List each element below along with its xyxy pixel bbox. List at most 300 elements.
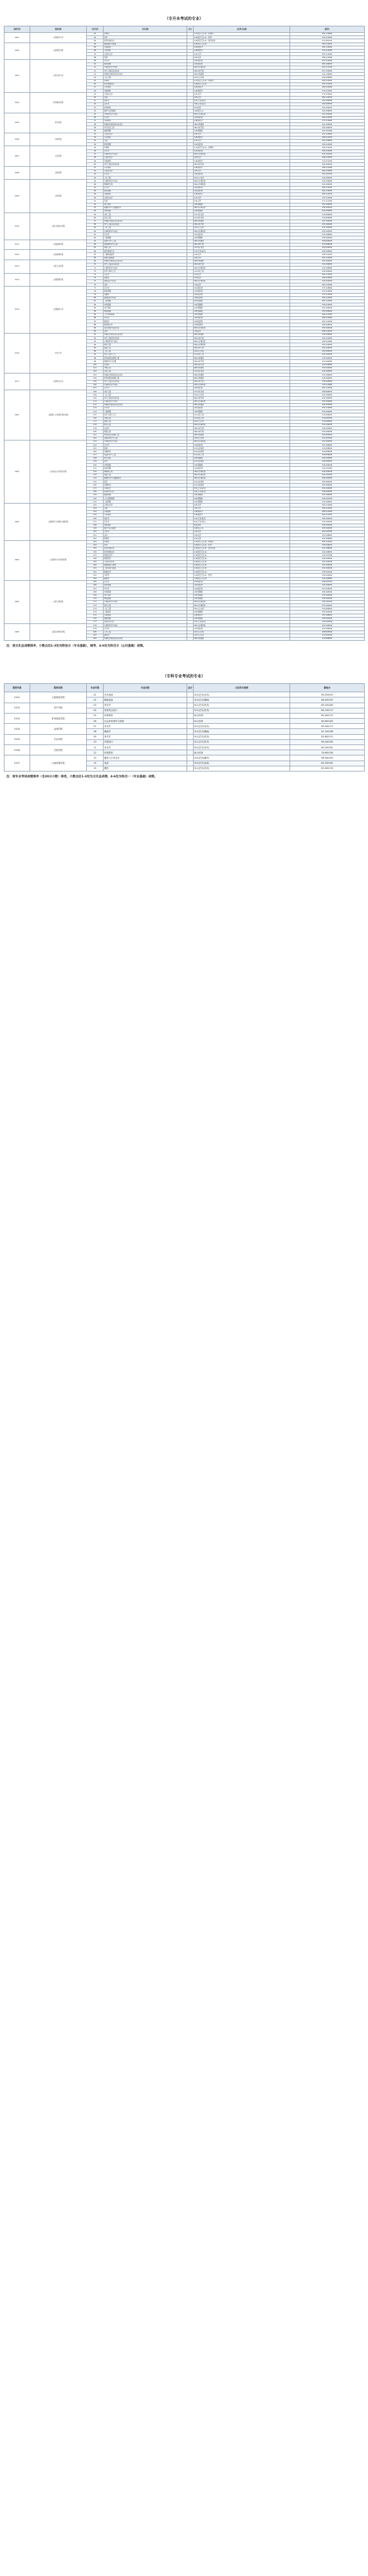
major-code-cell: 163 xyxy=(87,574,104,577)
major-code-cell: 151 xyxy=(87,534,104,537)
major-name-cell: 计算机科学与技术 xyxy=(104,153,187,156)
school-name-cell: 山西工商学院 xyxy=(30,580,87,623)
min-score-cell: 214.099045 xyxy=(290,450,365,453)
school-name-cell: 山西传媒学院 xyxy=(30,755,87,772)
major-code-cell: 166 xyxy=(87,583,104,587)
major-code-cell: 08 xyxy=(87,729,104,734)
subject-category-cell: 4(2)理工(1) xyxy=(194,109,290,113)
major-code-cell: 13 xyxy=(87,755,104,761)
min-score-cell: 244.106050 xyxy=(290,500,365,504)
major-code-cell: 84 xyxy=(87,310,104,313)
major-code-cell: 50 xyxy=(87,196,104,200)
major-name-cell: 美术学 xyxy=(104,734,187,739)
subject-category-cell: 09(1)电气类 xyxy=(194,223,290,226)
min-score-cell: 209.096040 xyxy=(290,433,365,437)
major-code-cell: 05 xyxy=(87,713,104,718)
major-code-cell: 95 xyxy=(87,346,104,350)
subject-category-cell: 2(3)文学 xyxy=(194,156,290,159)
major-code-cell: 121 xyxy=(87,433,104,437)
major-name-cell: 农学 xyxy=(104,460,187,464)
major-code-cell: 69 xyxy=(87,260,104,263)
major-code-cell: 64 xyxy=(87,243,104,246)
min-score-cell: 230.101040 xyxy=(290,524,365,527)
subject-category-cell: 09(1)电气类 xyxy=(194,430,290,433)
major-name-cell: 数据科学与大数据技术 xyxy=(104,206,187,209)
subject-category-cell: 4(1)财会类 xyxy=(194,444,290,447)
min-score-cell: 258.110055 xyxy=(290,507,365,510)
subject-category-cell: 11(1)化工类 xyxy=(194,417,290,420)
major-code-cell: 102 xyxy=(87,370,104,373)
major-code-cell: 168 xyxy=(87,591,104,594)
major-name-cell: 网络与新媒体 xyxy=(104,256,187,260)
total-cell xyxy=(187,766,194,771)
major-code-cell: 127 xyxy=(87,453,104,457)
subject-category-cell: 13(1)矿业类 xyxy=(194,247,290,250)
min-score-cell: 238.104045 xyxy=(290,206,365,209)
subject-category-cell: 2(3)文学 xyxy=(194,504,290,507)
min-score-cell: 268.112050 xyxy=(290,156,365,159)
min-score-cell: 212.098040 xyxy=(290,413,365,417)
major-name-cell: 体育教育 xyxy=(104,524,187,527)
major-code-cell: 171 xyxy=(87,600,104,603)
major-name-cell: 视觉传达设计 xyxy=(104,708,187,713)
major-name-cell: 环境工程 xyxy=(104,417,187,420)
major-name-cell: 电子商务 xyxy=(104,457,187,460)
subject-category-cell: 06(1)计算机类 xyxy=(194,470,290,473)
school-code-cell: 0109 xyxy=(5,180,30,213)
major-code-cell: 14 xyxy=(87,76,104,79)
major-name-cell: 工程管理 xyxy=(104,236,187,240)
major-code-cell: 167 xyxy=(87,587,104,591)
school-name-cell: 太原学院 xyxy=(30,180,87,213)
major-code-cell: 23 xyxy=(87,106,104,109)
major-code-cell: 56 xyxy=(87,216,104,220)
subject-category-cell: 06(1)计算机类 xyxy=(194,327,290,330)
header-major-name: 专业名称 xyxy=(104,684,187,692)
subject-category-cell: 09(1)电气类 xyxy=(194,263,290,266)
min-score-cell: 236.106050 xyxy=(290,346,365,350)
school-code-cell: 0104 xyxy=(5,724,30,734)
subject-category-cell: 1(9)医疗卫生(1)（药学） xyxy=(194,544,290,547)
major-name-cell: 电气工程及其自动化 xyxy=(104,397,187,400)
major-name-cell: 计算机科学与技术 xyxy=(104,267,187,270)
min-score-cell: 268.114060 xyxy=(290,316,365,319)
major-code-cell: 68 xyxy=(87,256,104,260)
major-code-cell: 94 xyxy=(87,343,104,346)
subject-category-cell: 2(3)文学 xyxy=(194,169,290,173)
major-name-cell: 眼视光学 xyxy=(104,571,187,574)
school-name-cell: 山西能源学院 xyxy=(30,240,87,250)
min-score-cell: 84.200182 xyxy=(290,761,365,766)
major-name-cell: 摄影 xyxy=(104,766,187,771)
subject-category-cell: 06(1)计算机类 xyxy=(194,473,290,477)
major-name-cell: 英语 xyxy=(104,96,187,99)
min-score-cell: 208.096040 xyxy=(290,453,365,457)
subject-category-cell: 1(9)医疗卫生(1) xyxy=(194,571,290,574)
major-code-cell: 03 xyxy=(87,39,104,43)
major-name-cell: 学前教育 xyxy=(104,90,187,93)
major-code-cell: 67 xyxy=(87,253,104,256)
table-row xyxy=(5,703,365,708)
major-name-cell: 广播电视编导 xyxy=(104,253,187,256)
major-name-cell: 护理学 xyxy=(104,79,187,82)
major-code-cell: 126 xyxy=(87,450,104,453)
min-score-cell: 246.107055 xyxy=(290,497,365,500)
subject-category-cell: 4(2)经济类 xyxy=(194,293,290,296)
total-cell xyxy=(187,697,194,703)
major-code-cell: 164 xyxy=(87,577,104,580)
major-code-cell: 134 xyxy=(87,477,104,480)
min-score-cell: 208.095040 xyxy=(290,630,365,634)
subject-category-cell: 4(3)管理类 xyxy=(194,594,290,597)
subject-category-cell: 12(1)农林类 xyxy=(194,447,290,450)
min-score-cell: 254.108050 xyxy=(290,233,365,236)
min-score-cell: 272.116055 xyxy=(290,290,365,293)
major-name-cell: 计算机科学与技术 xyxy=(104,624,187,627)
major-name-cell: 英语 xyxy=(104,140,187,143)
school-code-cell: 0204 xyxy=(5,540,30,580)
min-score-cell: 214.098045 xyxy=(290,637,365,640)
min-score-cell: 246.105035 xyxy=(290,102,365,106)
major-code-cell: 62 xyxy=(87,236,104,240)
school-name-cell: 晋中学院 xyxy=(30,703,87,713)
major-code-cell: 89 xyxy=(87,327,104,330)
min-score-cell: 211.097045 xyxy=(290,437,365,440)
min-score-cell: 236.102040 xyxy=(290,153,365,156)
major-code-cell: 131 xyxy=(87,467,104,470)
min-score-cell: 82.800170 xyxy=(290,734,365,739)
major-code-cell: 83 xyxy=(87,307,104,310)
min-score-cell: 238.105050 xyxy=(290,490,365,493)
major-name-cell: 视觉传达设计 xyxy=(104,490,187,493)
major-name-cell: 经济统计学 xyxy=(104,323,187,327)
min-score-cell: 258.110050 xyxy=(290,303,365,307)
subject-category-cell: 5(3)艺术(舞蹈) xyxy=(194,697,290,703)
min-score-cell: 228.104050 xyxy=(290,366,365,370)
subject-category-cell: 13(1)矿业类 xyxy=(194,390,290,393)
major-name-cell: 法学 xyxy=(104,283,187,287)
school-name-cell: 忻州师范学院 xyxy=(30,93,87,113)
min-score-cell: 242.106050 xyxy=(290,493,365,497)
subject-category-cell: 4(2)理工(1) xyxy=(194,527,290,530)
subject-category-cell: 4(3)管理类 xyxy=(194,310,290,313)
major-name-cell: 英语 xyxy=(104,507,187,510)
major-code-cell: 71 xyxy=(87,267,104,270)
subject-category-cell: 4(3)管理类 xyxy=(194,464,290,467)
major-name-cell: 体育教育 xyxy=(104,106,187,109)
school-code-cell: 0102 xyxy=(5,703,30,713)
min-score-cell: 250.106040 xyxy=(290,99,365,102)
major-name-cell: 法学 xyxy=(104,534,187,537)
min-score-cell: 266.112055 xyxy=(290,186,365,189)
major-code-cell: 105 xyxy=(87,380,104,383)
school-name-cell: 山西传媒学院 xyxy=(30,250,87,260)
major-code-cell: 46 xyxy=(87,183,104,186)
table-header-row xyxy=(5,684,365,692)
major-name-cell: 社会体育指导与管理 xyxy=(104,719,187,724)
major-code-cell: 20 xyxy=(87,96,104,99)
major-name-cell: 表演 xyxy=(104,761,187,766)
min-score-cell: 250.107050 xyxy=(290,530,365,533)
major-name-cell: 音乐表演 xyxy=(104,692,187,697)
subject-category-cell: 4(1)财会类 xyxy=(194,62,290,66)
major-name-cell: 材料成型及控制工程 xyxy=(104,357,187,360)
subject-category-cell: 09(1)电气类 xyxy=(194,337,290,340)
subject-category-cell: 3(1)法学 xyxy=(194,276,290,279)
min-score-cell: 252.106055 xyxy=(290,203,365,206)
major-code-cell: 132 xyxy=(87,470,104,473)
major-name-cell: 音乐学 xyxy=(104,724,187,729)
major-code-cell: 60 xyxy=(87,230,104,233)
subject-category-cell: 4(3)管理类 xyxy=(194,497,290,500)
subject-category-cell: 3(1)法学 xyxy=(194,330,290,333)
subject-category-cell: 08(1)机械类 xyxy=(194,374,290,377)
major-code-cell: 159 xyxy=(87,560,104,564)
min-score-cell: 238.104040 xyxy=(290,327,365,330)
major-name-cell: 计算机科学与技术 xyxy=(104,180,187,183)
major-name-cell: 舞蹈学 xyxy=(104,729,187,734)
subject-category-cell: 2(3)文学 xyxy=(194,133,290,136)
min-score-cell: 86.500195 xyxy=(290,697,365,703)
subject-category-cell: 4(1)财会类 xyxy=(194,587,290,591)
subject-category-cell: 08(1)机械类 xyxy=(194,433,290,437)
subject-category-cell: 13(1)矿业类 xyxy=(194,370,290,373)
major-code-cell: 175 xyxy=(87,614,104,617)
table-note-1: 注：按文化总成绩排序，小数点后1-3位为附加分（专业基础），城考、4-6位为科目分（公共基础）成绩。 xyxy=(6,645,146,649)
major-code-cell: 38 xyxy=(87,156,104,159)
major-name-cell: 药学 xyxy=(104,36,187,39)
major-name-cell: 电子商务 xyxy=(104,307,187,310)
min-score-cell: 226.104045 xyxy=(290,350,365,353)
major-code-cell: 110 xyxy=(87,397,104,400)
min-score-cell: 249.108060 xyxy=(290,76,365,79)
subject-category-cell: 5(1)艺术(美术) xyxy=(194,487,290,490)
subject-category-cell: 4(1)财会类 xyxy=(194,407,290,410)
major-code-cell: 02 xyxy=(87,697,104,703)
school-code-cell: 0203 xyxy=(5,504,30,540)
subject-category-cell: 4(1)财会类 xyxy=(194,386,290,390)
subject-category-cell: 12(1)农林类 xyxy=(194,480,290,484)
subject-category-cell: 5(1)艺术(美术) xyxy=(194,621,290,624)
major-code-cell: 55 xyxy=(87,213,104,216)
major-name-cell: 会计学 xyxy=(104,173,187,176)
subject-category-cell: 1(8)教育学 xyxy=(194,514,290,517)
table-row xyxy=(5,734,365,739)
min-score-cell: 226.100040 xyxy=(290,574,365,577)
major-code-cell: 24 xyxy=(87,109,104,113)
major-code-cell: 181 xyxy=(87,634,104,637)
min-score-cell: 228.102050 xyxy=(290,527,365,530)
major-name-cell: 健康服务与管理 xyxy=(104,564,187,567)
subject-category-cell: 1(9)医疗卫生(1)（药学） xyxy=(194,574,290,577)
subject-category-cell: 3(1)法学 xyxy=(194,283,290,287)
min-score-cell: 214.099045 xyxy=(290,216,365,220)
subject-category-cell: 1(8)教育学 xyxy=(194,46,290,49)
major-name-cell: 小学教育 xyxy=(104,49,187,52)
school-name-cell: 山西大同大学 xyxy=(30,59,87,93)
major-name-cell: 会计学 xyxy=(104,580,187,583)
major-name-cell: 机械设计制造及其自动化 xyxy=(104,403,187,406)
major-name-cell: 护理学 xyxy=(104,540,187,544)
subject-category-cell: 06(1)计算机类 xyxy=(194,400,290,403)
major-name-cell: 环境设计 xyxy=(104,487,187,490)
major-code-cell: 145 xyxy=(87,514,104,517)
major-name-cell: 小学教育 xyxy=(104,86,187,90)
major-name-cell: 会计学 xyxy=(104,59,187,62)
subject-category-cell: 08(1)机械类 xyxy=(194,357,290,360)
major-code-cell: 153 xyxy=(87,540,104,544)
subject-category-cell: 13(1)矿业类 xyxy=(194,213,290,216)
school-code-cell: 0110 xyxy=(5,213,30,240)
major-code-cell: 99 xyxy=(87,360,104,363)
subject-category-cell: 09(1)电气类 xyxy=(194,363,290,366)
header-min-score: 最低分 xyxy=(290,26,365,33)
major-name-cell: 财务管理 xyxy=(104,467,187,470)
subject-category-cell: 4(3)管理类 xyxy=(194,597,290,600)
subject-category-cell: 06(1)计算机类 xyxy=(194,624,290,627)
major-code-cell: 135 xyxy=(87,480,104,484)
subject-category-cell: 08(1)机械类 xyxy=(194,333,290,336)
major-name-cell: 安全工程 xyxy=(104,370,187,373)
major-code-cell: 14 xyxy=(87,761,104,766)
min-score-cell: 270.115050 xyxy=(290,293,365,296)
subject-category-cell: 4(1)财会类 xyxy=(194,189,290,193)
major-name-cell: 材料成型及控制工程 xyxy=(104,377,187,380)
major-name-cell: 会计学 xyxy=(104,186,187,189)
min-score-cell: 234.103045 xyxy=(290,594,365,597)
subject-category-cell: 1(9)医疗卫生(1) xyxy=(194,564,290,567)
subject-category-cell: 08(1)机械类 xyxy=(194,637,290,640)
min-score-cell: 280.114080 xyxy=(290,86,365,90)
major-code-cell: 125 xyxy=(87,447,104,450)
major-code-cell: 114 xyxy=(87,410,104,413)
min-score-cell: 255.110050 xyxy=(290,256,365,260)
header-school-code: 院校代码 xyxy=(5,26,30,33)
header-school-name: 院校名称 xyxy=(30,26,87,33)
major-code-cell: 11 xyxy=(87,745,104,750)
school-name-cell: 山西医科大学晋祠学院 xyxy=(30,540,87,580)
major-code-cell: 12 xyxy=(87,750,104,755)
major-code-cell: 112 xyxy=(87,403,104,406)
major-code-cell: 118 xyxy=(87,423,104,426)
subject-category-cell: 4(3)管理类 xyxy=(194,313,290,316)
min-score-cell: 219.100040 xyxy=(290,176,365,180)
subject-category-cell: 5(2)艺术(音乐) xyxy=(194,102,290,106)
min-score-cell: 266.114055 xyxy=(290,330,365,333)
major-name-cell: 汉语言文学 xyxy=(104,53,187,56)
major-code-cell: 133 xyxy=(87,473,104,477)
min-score-cell: 285.114060 xyxy=(290,53,365,56)
major-name-cell: 土木工程 xyxy=(104,350,187,353)
min-score-cell: 240.108060 xyxy=(290,267,365,270)
major-name-cell: 小学教育 xyxy=(104,166,187,169)
major-code-cell: 80 xyxy=(87,296,104,299)
major-code-cell: 100 xyxy=(87,363,104,366)
total-cell xyxy=(187,692,194,697)
min-score-cell: 263.110050 xyxy=(290,189,365,193)
subject-category-cell: 2(3)文学 xyxy=(194,196,290,200)
subject-category-cell: 10(1)土木类 xyxy=(194,630,290,634)
major-name-cell: 测绘工程 xyxy=(104,420,187,423)
subject-category-cell: 2(3)文学 xyxy=(194,140,290,143)
min-score-cell: 252.108055 xyxy=(290,614,365,617)
major-code-cell: 104 xyxy=(87,377,104,380)
min-score-cell: 224.100045 xyxy=(290,624,365,627)
subject-category-cell: 1(8)教育学 xyxy=(194,510,290,513)
subject-category-cell: 13(1)矿业类 xyxy=(194,216,290,220)
major-name-cell: 学前教育 xyxy=(104,614,187,617)
subject-category-cell: 5(1)艺术(美术) xyxy=(194,708,290,713)
major-name-cell: 土木工程 xyxy=(104,607,187,611)
major-code-cell: 169 xyxy=(87,594,104,597)
subject-category-cell: 06(1)计算机类 xyxy=(194,153,290,156)
school-name-cell: 晋中学院 xyxy=(30,113,87,133)
subject-category-cell: 08(1)机械类 xyxy=(194,73,290,76)
min-score-cell: 266.112060 xyxy=(290,510,365,513)
major-code-cell: 98 xyxy=(87,357,104,360)
min-score-cell: 241.106650 xyxy=(290,73,365,76)
min-score-cell: 222.102050 xyxy=(290,220,365,223)
total-cell xyxy=(187,739,194,744)
subject-category-cell: 4(3)管理类 xyxy=(194,500,290,504)
min-score-cell: 228.101040 xyxy=(290,617,365,620)
major-name-cell: 机械设计制造及其自动化 xyxy=(104,260,187,263)
major-code-cell: 136 xyxy=(87,484,104,487)
total-cell xyxy=(187,761,194,766)
min-score-cell: 238.108050 xyxy=(290,333,365,336)
major-code-cell: 44 xyxy=(87,176,104,180)
subject-category-cell: 1(9)医疗卫生(1) xyxy=(194,560,290,564)
subject-category-cell: 3(1)法学 xyxy=(194,534,290,537)
major-code-cell: 37 xyxy=(87,153,104,156)
major-name-cell: 旅游管理 xyxy=(104,129,187,133)
major-name-cell: 会计学 xyxy=(104,407,187,410)
major-code-cell: 02 xyxy=(87,36,104,39)
school-name-cell: 太原科技大学 xyxy=(30,374,87,390)
major-name-cell: 体育教育 xyxy=(104,750,187,755)
subject-category-cell: 06(1)计算机类 xyxy=(194,340,290,343)
subject-category-cell: 1(9)医疗卫生(1)（药学） xyxy=(194,36,290,39)
major-name-cell: 计算机科学与技术 xyxy=(104,440,187,443)
min-score-cell: 250.106050 xyxy=(290,310,365,313)
subject-category-cell: 4(1)财会类 xyxy=(194,143,290,146)
subject-category-cell: 4(1)财会类 xyxy=(194,116,290,119)
subject-category-cell: 10(1)土木类 xyxy=(194,607,290,611)
subject-category-cell: 4(2)经济类 xyxy=(194,323,290,327)
major-name-cell: 会计学 xyxy=(104,386,187,390)
min-score-cell: 84.100175 xyxy=(290,708,365,713)
min-score-cell: 208.096040 xyxy=(290,240,365,243)
subject-category-cell: 10(1)土木类 xyxy=(194,393,290,397)
major-name-cell: 软件工程 xyxy=(104,343,187,346)
min-score-cell: 263.111040 xyxy=(290,66,365,69)
major-code-cell: 92 xyxy=(87,337,104,340)
min-score-cell: 232.103045 xyxy=(290,611,365,614)
major-code-cell: 122 xyxy=(87,437,104,440)
min-score-cell: 240.105050 xyxy=(290,457,365,460)
major-name-cell: 会计学 xyxy=(104,627,187,630)
major-code-cell: 137 xyxy=(87,487,104,490)
major-code-cell: 04 xyxy=(87,43,104,46)
subject-category-cell: 4(1)财会类 xyxy=(194,173,290,176)
subject-category-cell: 1(9)医疗卫生(1) xyxy=(194,43,290,46)
min-score-cell: 249.105050 xyxy=(290,209,365,213)
major-name-cell: 机械设计制造及其自动化 xyxy=(104,73,187,76)
major-name-cell: 物联网工程 xyxy=(104,470,187,473)
school-name-cell: 山西工程技术学院 xyxy=(30,213,87,240)
major-code-cell: 129 xyxy=(87,460,104,464)
major-code-cell: 172 xyxy=(87,604,104,607)
